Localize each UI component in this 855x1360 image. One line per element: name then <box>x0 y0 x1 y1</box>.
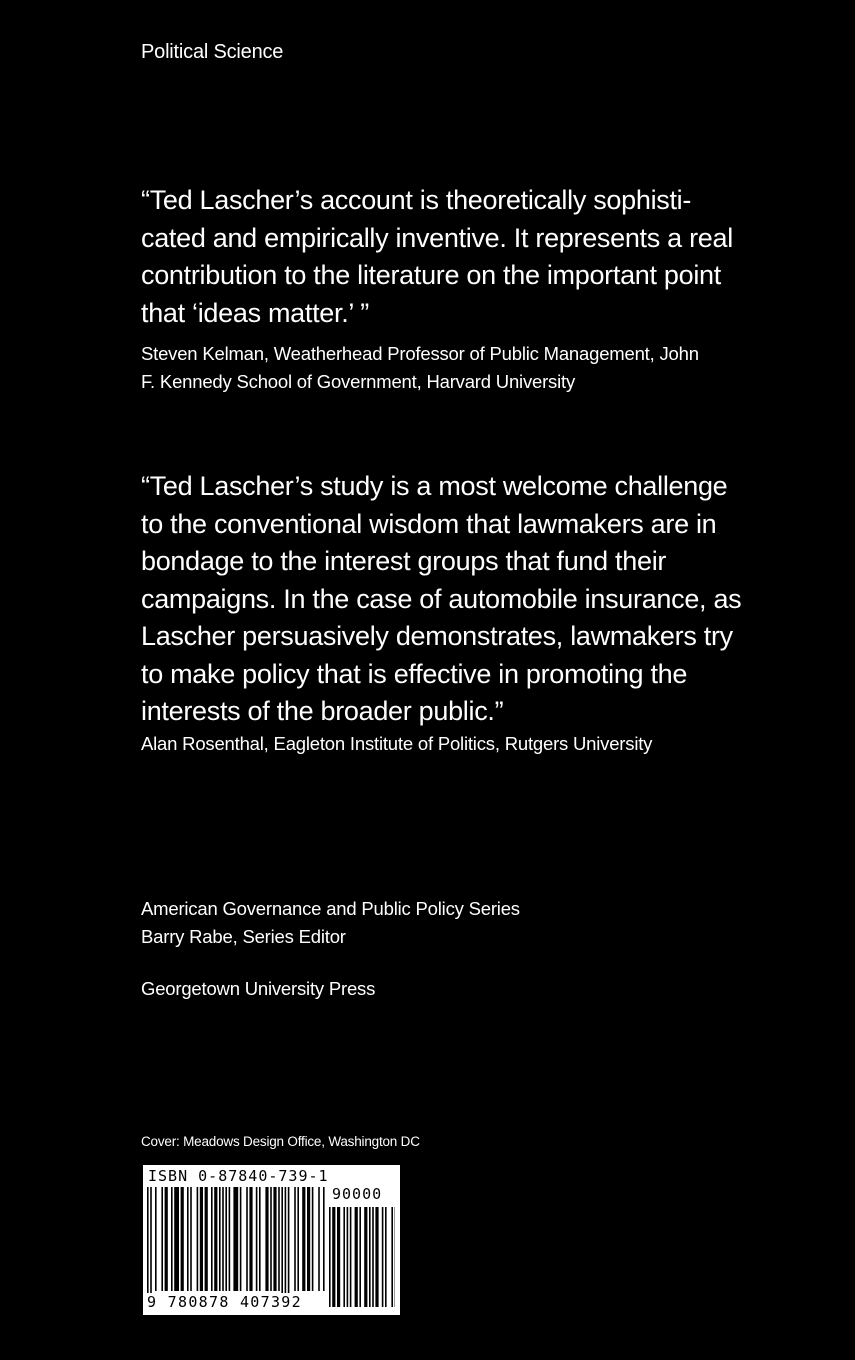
barcode-bar <box>246 1187 248 1291</box>
barcode-bar <box>161 1187 163 1291</box>
attribution-line: Steven Kelman, Weatherhead Professor of Public Management, John <box>141 343 699 364</box>
barcode-bar <box>187 1187 189 1291</box>
barcode-bar <box>323 1187 325 1291</box>
barcode-bar <box>222 1187 224 1291</box>
barcode-bar <box>297 1187 299 1291</box>
barcode-bar <box>214 1187 217 1291</box>
barcode-bar <box>347 1207 349 1307</box>
blurb-attribution-1 <box>141 340 699 396</box>
series-editor: Barry Rabe, Series Editor <box>141 926 346 947</box>
series-name: American Governance and Public Policy Series <box>141 898 520 919</box>
barcode-bar <box>174 1187 179 1291</box>
barcode-bar <box>278 1187 280 1291</box>
barcode-bar <box>229 1187 231 1291</box>
barcode-bar <box>240 1187 242 1291</box>
barcode-bar <box>288 1187 290 1301</box>
barcode-bar <box>150 1187 152 1301</box>
blurb-quote-1 <box>141 182 741 332</box>
quote-line: contribution to the literature on the important point <box>141 260 721 290</box>
category-label: Political Science <box>141 41 284 63</box>
barcode-bar <box>385 1207 387 1307</box>
quote-line: cated and empirically inventive. It represents a real <box>141 222 733 253</box>
barcode-bar <box>225 1187 227 1291</box>
attribution-line: F. Kennedy School of Government, Harvard University <box>141 371 575 392</box>
barcode-bar <box>285 1187 287 1301</box>
barcode-bar <box>312 1187 314 1291</box>
barcode-bar <box>359 1207 361 1307</box>
series-info <box>141 895 520 951</box>
barcode-bar <box>165 1187 168 1291</box>
barcode-bar <box>211 1187 213 1291</box>
quote-line: to make policy that is effective in promoting the <box>141 658 688 689</box>
barcode-addon-digits: 90000 <box>332 1185 383 1203</box>
barcode-bar <box>197 1187 199 1291</box>
quote-line: Lascher persuasively demonstrates, lawmakers try <box>141 621 733 651</box>
attribution-line: Alan Rosenthal, Eagleton Institute of Politics, Rutgers University <box>141 733 653 754</box>
ean-digits: 9 780878 407392 <box>147 1293 302 1311</box>
barcode-bar <box>249 1187 252 1291</box>
barcode-bar <box>343 1207 345 1307</box>
isbn-barcode <box>143 1165 400 1315</box>
quote-line: to the conventional wisdom that lawmakers are in <box>141 508 717 539</box>
barcode-bar <box>270 1187 272 1291</box>
quote-line: campaigns. In the case of automobile insurance, as <box>141 583 742 614</box>
addon-barcode-bars <box>329 1207 395 1309</box>
quote-line: bondage to the interest groups that fund their <box>141 546 667 576</box>
publisher-name: Georgetown University Press <box>141 978 376 999</box>
barcode-bar <box>265 1187 268 1291</box>
blurb-quote-2 <box>141 468 741 731</box>
barcode-bar <box>318 1187 320 1291</box>
barcode-bar <box>256 1187 258 1291</box>
barcode-bar <box>355 1207 358 1307</box>
barcode-bar <box>281 1187 283 1301</box>
barcode-bar <box>259 1187 261 1291</box>
barcode-bar <box>391 1207 393 1307</box>
ean-barcode-bars <box>147 1187 325 1309</box>
quote-line: that ‘ideas matter.’ ” <box>141 297 370 328</box>
isbn-text: ISBN 0-87840-739-1 <box>148 1167 329 1185</box>
barcode-bar <box>190 1187 192 1291</box>
quote-line: interests of the broader public.” <box>141 696 504 726</box>
quote-line: “Ted Lascher’s account is theoretically sophisti- <box>141 185 692 215</box>
barcode-bar <box>337 1207 340 1307</box>
barcode-bar <box>372 1207 374 1307</box>
barcode-bar <box>147 1187 149 1301</box>
barcode-bar <box>219 1187 221 1291</box>
barcode-bar <box>375 1207 378 1307</box>
barcode-bar <box>233 1187 238 1291</box>
quote-line: “Ted Lascher’s study is a most welcome challenge <box>141 471 728 501</box>
barcode-bar <box>329 1207 331 1307</box>
barcode-bar <box>181 1187 184 1291</box>
cover-credit: Cover: Meadows Design Office, Washington DC <box>141 1134 420 1149</box>
blurb-attribution-2 <box>141 730 652 758</box>
barcode-bar <box>200 1187 203 1291</box>
barcode-bar <box>369 1207 371 1307</box>
barcode-bar <box>302 1187 305 1291</box>
barcode-bar <box>171 1187 173 1291</box>
barcode-bar <box>332 1207 335 1307</box>
barcode-bar <box>155 1187 157 1291</box>
barcode-bar <box>205 1187 208 1291</box>
barcode-bar <box>364 1207 367 1307</box>
barcode-bar <box>294 1187 296 1291</box>
barcode-bar <box>382 1207 384 1307</box>
barcode-bar <box>350 1207 352 1307</box>
barcode-bar <box>307 1187 310 1291</box>
barcode-bar <box>273 1187 276 1291</box>
